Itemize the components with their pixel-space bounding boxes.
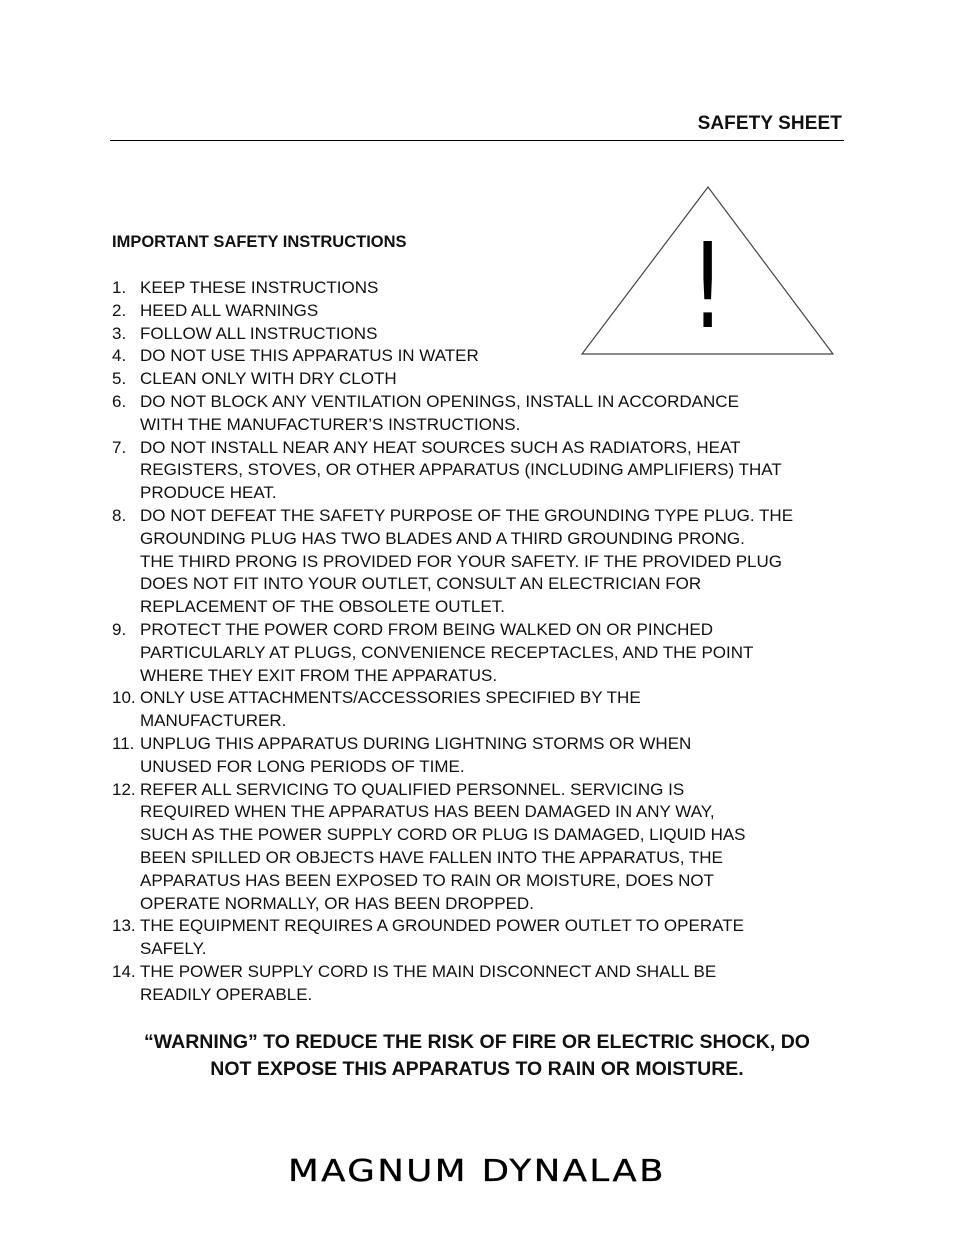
instruction-line: REQUIRED WHEN THE APPARATUS HAS BEEN DAMAGED IN ANY WAY, <box>140 802 715 822</box>
instruction-line: SAFELY. <box>140 939 207 959</box>
instruction-number: 7. <box>112 437 127 457</box>
brand-logo-text: MAGNUM DYNALAB <box>288 1154 666 1188</box>
instruction-line: CLEAN ONLY WITH DRY CLOTH <box>140 369 397 389</box>
instruction-line: KEEP THESE INSTRUCTIONS <box>140 278 379 297</box>
instruction-number: 13. <box>112 916 136 936</box>
instruction-line: UNUSED FOR LONG PERIODS OF TIME. <box>140 756 465 776</box>
instruction-item <box>112 437 852 505</box>
brand-logo <box>286 1152 668 1188</box>
instruction-line: APPARATUS HAS BEEN EXPOSED TO RAIN OR MOISTURE, DOES NOT <box>140 870 715 890</box>
instruction-item <box>112 505 852 619</box>
header-divider <box>110 140 844 141</box>
instruction-item <box>112 300 852 323</box>
instruction-item <box>112 779 852 916</box>
instruction-line: THE POWER SUPPLY CORD IS THE MAIN DISCONNECT AND SHALL BE <box>140 961 717 981</box>
instruction-item <box>112 915 852 961</box>
instruction-line: DOES NOT FIT INTO YOUR OUTLET, CONSULT AN ELECTRICIAN FOR <box>140 574 702 594</box>
closing-warning-line-1: “WARNING” TO REDUCE THE RISK OF FIRE OR ELECTRIC SHOCK, DO <box>144 1031 810 1053</box>
instruction-line: DO NOT BLOCK ANY VENTILATION OPENINGS, INSTALL IN ACCORDANCE <box>140 391 739 411</box>
instruction-item <box>112 687 852 733</box>
instruction-line: FOLLOW ALL INSTRUCTIONS <box>140 323 378 343</box>
instruction-line: REPLACEMENT OF THE OBSOLETE OUTLET. <box>140 597 505 617</box>
instruction-number: 3. <box>112 323 127 343</box>
instruction-item <box>112 961 852 1007</box>
instruction-number: 1. <box>112 278 127 297</box>
instruction-number: 12. <box>112 779 136 799</box>
instruction-line: THE THIRD PRONG IS PROVIDED FOR YOUR SAFETY. IF THE PROVIDED PLUG <box>140 551 783 571</box>
instruction-line: UNPLUG THIS APPARATUS DURING LIGHTNING STORMS OR WHEN <box>140 733 692 753</box>
closing-warning-line-2: NOT EXPOSE THIS APPARATUS TO RAIN OR MOISTURE. <box>210 1058 744 1080</box>
instruction-line: HEED ALL WARNINGS <box>140 300 319 320</box>
instruction-number: 8. <box>112 505 127 525</box>
instruction-line: PROTECT THE POWER CORD FROM BEING WALKED ON OR PINCHED <box>140 619 714 639</box>
instruction-item <box>112 391 852 437</box>
instruction-number: 2. <box>112 300 127 320</box>
instruction-line: OPERATE NORMALLY, OR HAS BEEN DROPPED. <box>140 893 534 913</box>
instruction-line: WITH THE MANUFACTURER’S INSTRUCTIONS. <box>140 414 521 434</box>
page-title: SAFETY SHEET <box>697 113 842 134</box>
instruction-line: PARTICULARLY AT PLUGS, CONVENIENCE RECEPTACLES, AND THE POINT <box>140 642 754 662</box>
instruction-item <box>112 277 852 300</box>
instruction-line: DO NOT USE THIS APPARATUS IN WATER <box>140 346 479 366</box>
instruction-line: THE EQUIPMENT REQUIRES A GROUNDED POWER OUTLET TO OPERATE <box>140 916 744 936</box>
instruction-number: 9. <box>112 619 127 639</box>
instruction-number: 11. <box>112 733 135 753</box>
instruction-number: 6. <box>112 391 127 411</box>
instruction-line: DO NOT DEFEAT THE SAFETY PURPOSE OF THE GROUNDING TYPE PLUG. THE <box>140 505 794 525</box>
instruction-line: READILY OPERABLE. <box>140 984 313 1004</box>
instruction-item <box>112 345 852 368</box>
instruction-line: REFER ALL SERVICING TO QUALIFIED PERSONNEL. SERVICING IS <box>140 779 685 799</box>
instruction-line: WHERE THEY EXIT FROM THE APPARATUS. <box>140 665 498 685</box>
section-heading: IMPORTANT SAFETY INSTRUCTIONS <box>112 233 407 251</box>
instructions-list <box>112 277 852 1007</box>
instruction-line: PRODUCE HEAT. <box>140 483 277 503</box>
instruction-number: 10. <box>112 688 136 708</box>
instruction-line: DO NOT INSTALL NEAR ANY HEAT SOURCES SUCH AS RADIATORS, HEAT <box>140 437 741 457</box>
instruction-line: BEEN SPILLED OR OBJECTS HAVE FALLEN INTO THE APPARATUS, THE <box>140 847 723 867</box>
instruction-number: 4. <box>112 346 127 366</box>
instruction-number: 5. <box>112 369 127 389</box>
instruction-item <box>112 733 852 779</box>
instruction-line: GROUNDING PLUG HAS TWO BLADES AND A THIRD GROUNDING PRONG. <box>140 528 745 548</box>
closing-warning <box>100 1029 854 1083</box>
instruction-item <box>112 368 852 391</box>
instruction-item <box>112 323 852 346</box>
instruction-line: ONLY USE ATTACHMENTS/ACCESSORIES SPECIFIED BY THE <box>140 688 641 708</box>
instruction-item <box>112 619 852 687</box>
exclamation-glyph: ! <box>690 219 725 356</box>
instruction-line: MANUFACTURER. <box>140 711 287 731</box>
instruction-line: SUCH AS THE POWER SUPPLY CORD OR PLUG IS DAMAGED, LIQUID HAS <box>140 825 746 845</box>
instruction-line: REGISTERS, STOVES, OR OTHER APPARATUS (INCLUDING AMPLIFIERS) THAT <box>140 460 782 480</box>
instruction-number: 14. <box>112 961 136 981</box>
